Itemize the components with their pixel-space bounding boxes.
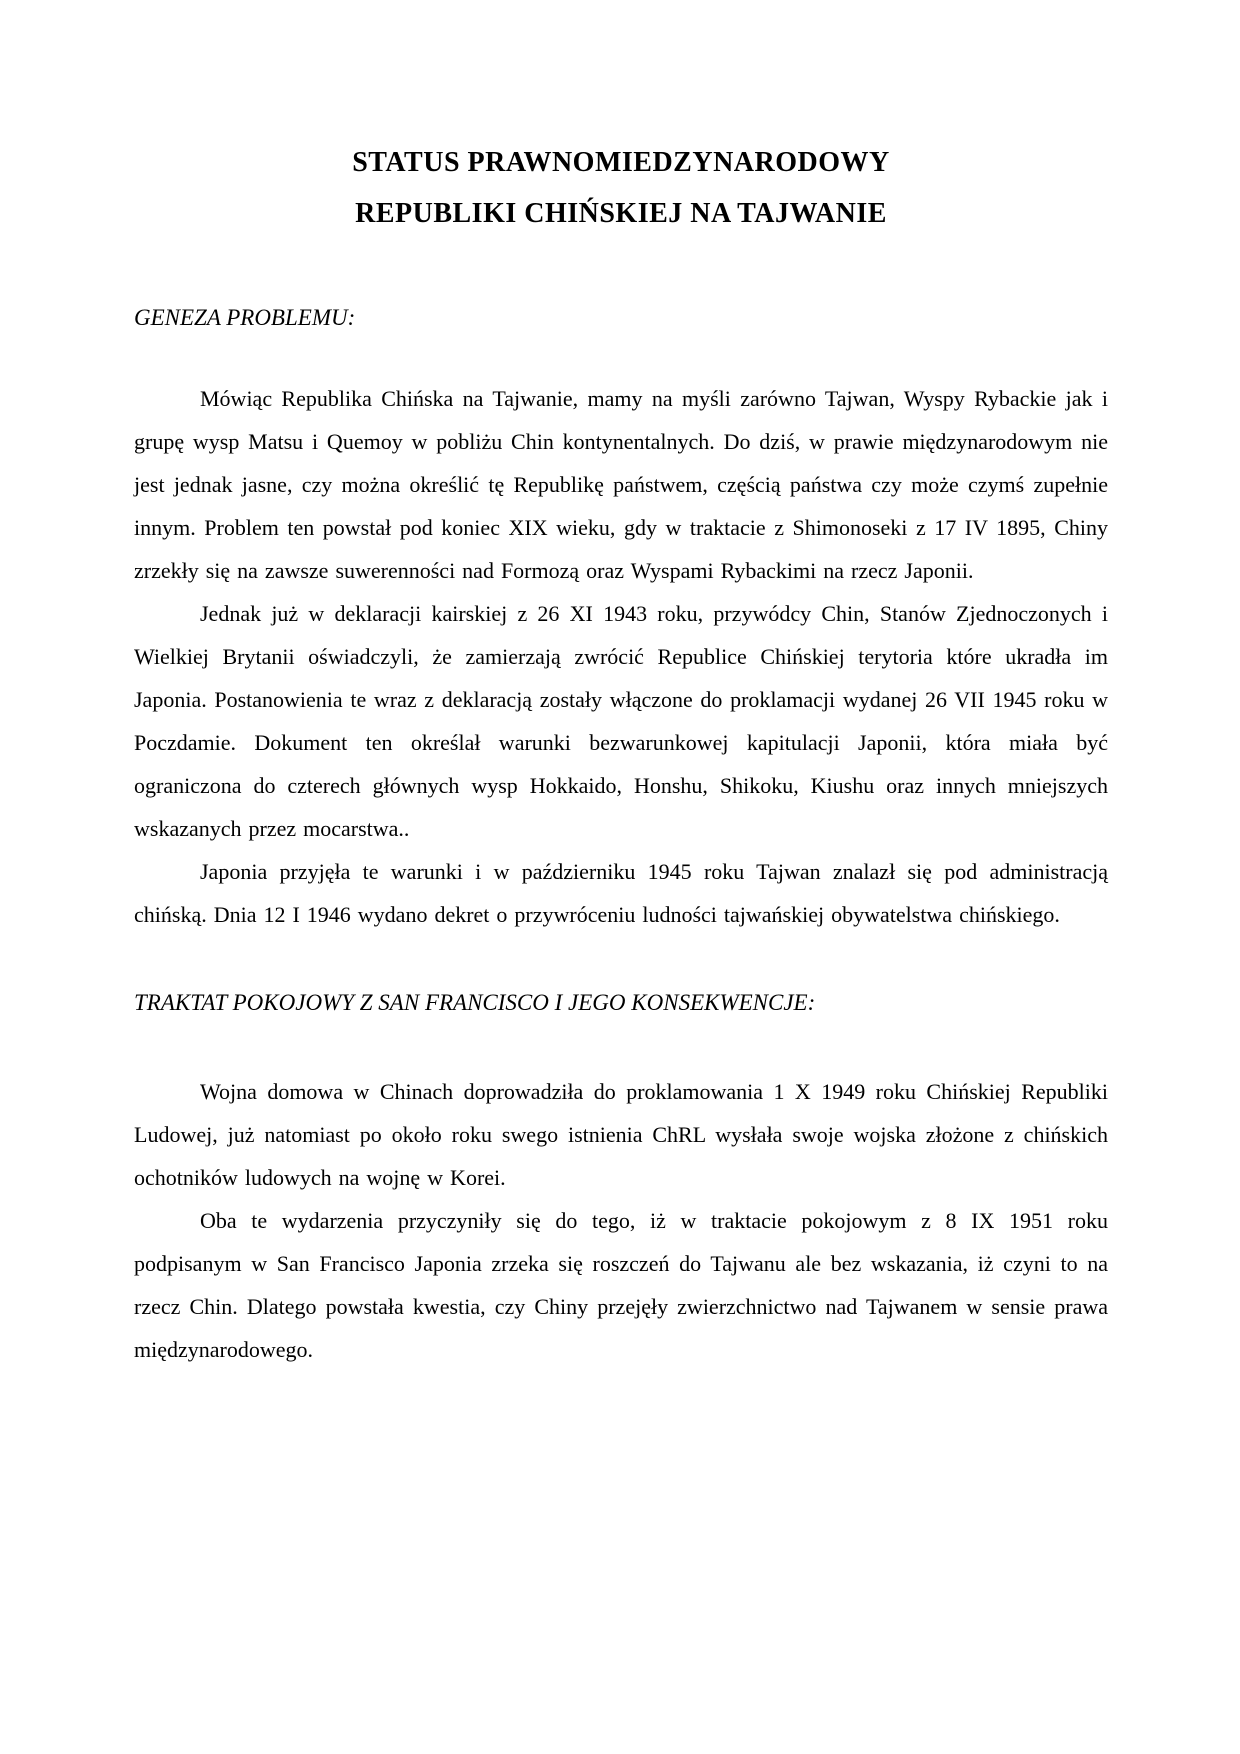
title-line-2: REPUBLIKI CHIŃSKIEJ NA TAJWANIE — [355, 198, 887, 229]
section-heading-traktat-pokojowy: TRAKTAT POKOJOWY Z SAN FRANCISCO I JEGO KONSEKWENCJE: — [134, 990, 816, 1015]
document-title — [134, 137, 1108, 239]
document-content — [0, 137, 1240, 1371]
section-heading-geneza-problemu: GENEZA PROBLEMU: — [134, 305, 356, 330]
paragraph-geneza-2: Jednak już w deklaracji kairskiej z 26 XI 1943 roku, przywódcy Chin, Stanów Zjednoczonych i Wielkiej Brytanii oświadczyli, że zamierzają zwrócić Republice Chińskiej terytoria które ukradła im Japonia. Postanowienia te wraz z deklaracją zostały włączone do proklamacji wydanej 26 VII 1945 roku w Poczdamie. Dokument ten określał warunki bezwarunkowej kapitulacji Japonii, która miała być ograniczona do czterech głównych wysp Hokkaido, Honshu, Shikoku, Kiushu oraz innych mniejszych wskazanych przez mocarstwa.. — [134, 601, 1108, 841]
paragraph-traktat-2: Oba te wydarzenia przyczyniły się do tego, iż w traktacie pokojowym z 8 IX 1951 roku podpisanym w San Francisco Japonia zrzeka się roszczeń do Tajwanu ale bez wskazania, iż czyni to na rzecz Chin. Dlatego powstała kwestia, czy Chiny przejęły zwierzchnictwo nad Tajwanem w sensie prawa międzynarodowego. — [134, 1208, 1108, 1362]
paragraph-geneza-3: Japonia przyjęła te warunki i w październiku 1945 roku Tajwan znalazł się pod administracją chińską. Dnia 12 I 1946 wydano dekret o przywróceniu ludności tajwańskiej obywatelstwa chińskiego. — [134, 859, 1108, 927]
paragraph-traktat-1: Wojna domowa w Chinach doprowadziła do proklamowania 1 X 1949 roku Chińskiej Republiki Ludowej, już natomiast po około roku swego istnienia ChRL wysłała swoje wojska złożone z chińskich ochotników ludowych na wojnę w Korei. — [134, 1079, 1108, 1190]
paragraph-geneza-1: Mówiąc Republika Chińska na Tajwanie, mamy na myśli zarówno Tajwan, Wyspy Rybackie jak i grupę wysp Matsu i Quemoy w pobliżu Chin kontynentalnych. Do dziś, w prawie międzynarodowym nie jest jednak jasne, czy można określić tę Republikę państwem, częścią państwa czy może czymś zupełnie innym. Problem ten powstał pod koniec XIX wieku, gdy w traktacie z Shimonoseki z 17 IV 1895, Chiny zrzekły się na zawsze suwerenności nad Formozą oraz Wyspami Rybackimi na rzecz Japonii. — [134, 386, 1108, 583]
title-line-1: STATUS PRAWNOMIEDZYNARODOWY — [352, 147, 890, 178]
